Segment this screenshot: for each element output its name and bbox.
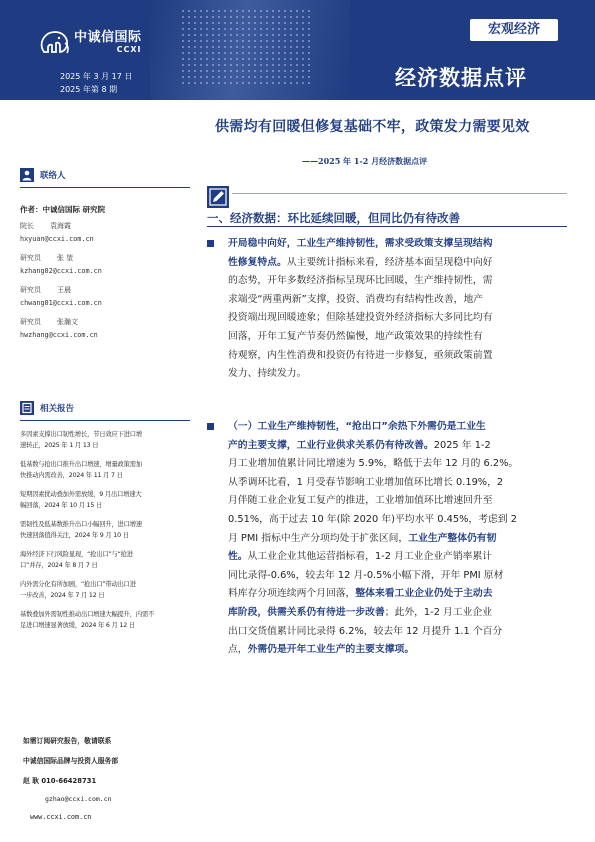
body-text: 待观察，内生性消费和投资仍有待进一步修复，亟须政策前置	[228, 349, 493, 361]
elephant-logo-icon	[38, 28, 70, 56]
paragraph-line	[207, 548, 569, 567]
paragraph-line	[207, 641, 569, 660]
body-text: 投资端出现回暖迹象；但除基建投资外经济指标大多同比均有	[228, 312, 493, 324]
section-title: 一、经济数据：环比延续回暖，但同比仍有待改善	[207, 211, 460, 225]
report-main-title: 供需均有回暖但修复基础不牢，政策发力需要见效	[215, 119, 530, 135]
report-date-block	[60, 70, 132, 96]
logo-chinese-name: 中诚信国际	[74, 29, 142, 45]
related-report-link[interactable]	[20, 489, 190, 511]
person-icon	[20, 168, 34, 182]
author-org: 作者：中诚信国际 研究院	[20, 205, 106, 214]
logo-english-name: CCXI	[116, 44, 142, 54]
contact-entry	[20, 285, 190, 295]
paragraph-lines	[207, 418, 569, 660]
body-text: 求端受“两重两新”支撑，投资、消费均有结构性改善，地产	[228, 293, 484, 305]
emphasis-text: 性修复特点。	[228, 256, 287, 268]
header-dot-pattern	[180, 8, 310, 88]
paragraph-line	[207, 365, 569, 384]
contact-role: 研究员	[20, 254, 41, 262]
contact-name: 张 堃	[57, 254, 74, 262]
related-report-link[interactable]	[20, 459, 190, 481]
related-report-line: 多因素支撑出口韧性增长，节日效应下进口增	[20, 431, 142, 438]
body-text: 点，	[228, 644, 248, 656]
paragraph-line	[207, 272, 569, 291]
paragraph-line	[207, 511, 569, 530]
body-text: 从工业企业其他运营指标看，1-2 月工业企业产销率累计	[247, 551, 493, 563]
contacts-heading-label: 联络人	[40, 171, 66, 181]
body-text: 月工业增加值累计同比增速为 5.9%，略低于去年 12 月的 6.2%。	[228, 458, 519, 470]
body-text: 回落，开年工复产节奏仍然偏慢，地产政策效果的持续性有	[228, 330, 483, 342]
emphasis-text: 库阶段，供需关系仍有待进一步改善	[228, 606, 385, 618]
section-underline	[207, 226, 567, 227]
contact-email[interactable]: hwzhang@ccxi.com.cn	[20, 331, 98, 339]
paragraph-line	[207, 235, 569, 254]
paragraph-line	[207, 437, 569, 456]
ccxi-logo	[38, 28, 142, 56]
related-report-line: 口”并存，2024 年 8 月 7 日	[20, 562, 98, 569]
paragraph-line	[207, 623, 569, 642]
related-report-line: 快速回落值得关注，2024 年 9 月 10 日	[20, 532, 129, 539]
contact-name: 袁海霞	[50, 222, 71, 230]
contact-email[interactable]: hxyuan@ccxi.com.cn	[20, 235, 94, 243]
body-text: 月伴随工业企业复工复产的推进，工业增加值环比增速回升至	[228, 495, 493, 507]
body-text: 月 PMI 指标中生产分项均处于扩张区间，	[228, 532, 409, 544]
related-report-line: 海外经济下行风险显现，“抢出口”与“抢进	[20, 551, 133, 558]
contact-name: 张瀚文	[57, 318, 78, 326]
contacts-divider	[20, 187, 190, 188]
contact-name: 王晨	[57, 286, 71, 294]
emphasis-text: 外需仍是开年工业生产的主要支撑项。	[247, 644, 415, 656]
report-icon	[20, 401, 34, 415]
body-text: 2025 年 1-2	[433, 439, 491, 451]
paragraph-line	[207, 418, 569, 437]
contact-email[interactable]: chwang01@ccxi.com.cn	[20, 299, 102, 307]
paragraph-line	[207, 567, 569, 586]
related-reports-panel	[20, 398, 190, 631]
contacts-heading	[20, 165, 190, 185]
emphasis-text: 产的主要支撑，工业行业供求关系仍有待改善。	[228, 439, 434, 451]
report-issue: 2025 年第 8 期	[60, 85, 118, 94]
contact-role: 研究员	[20, 318, 41, 326]
paragraph-lines	[207, 235, 569, 384]
paragraph-line	[207, 455, 569, 474]
paragraph-line	[207, 474, 569, 493]
bullet-square-icon	[207, 240, 214, 247]
related-report-line: 需韧性及低基数推升出口小幅回升，进口增速	[20, 521, 142, 528]
paragraph-overview	[207, 235, 569, 384]
body-text: 从主要统计指标来看，经济基本面呈现稳中向好	[286, 256, 493, 268]
paragraph-line	[207, 254, 569, 273]
section-pen-icon	[207, 186, 229, 208]
related-report-line: 低基数与抢出口推升出口增速，增量政策需加	[20, 461, 142, 468]
category-badge: 宏观经济	[470, 19, 558, 41]
related-report-link[interactable]	[20, 519, 190, 541]
body-text: 的态势，开年多数经济指标呈现环比回暖，生产维持韧性，需	[228, 275, 493, 287]
related-report-line: 快推动内需改善，2024 年 11 月 7 日	[20, 472, 123, 479]
related-report-link[interactable]	[20, 429, 190, 451]
related-report-line: 内外需分化有所加剧，“抢出口”带动出口进	[20, 581, 136, 588]
report-subtitle: ——2025 年 1-2 月经济数据点评	[302, 156, 428, 166]
related-heading-label: 相关报告	[40, 404, 75, 414]
report-type-title: 经济数据点评	[395, 66, 527, 90]
related-report-link[interactable]	[20, 609, 190, 631]
related-report-link[interactable]	[20, 549, 190, 571]
related-heading	[20, 398, 190, 418]
paragraph-line	[207, 347, 569, 366]
related-report-line: 足进口增速显著放缓，2024 年 6 月 12 日	[20, 622, 135, 629]
contacts-panel	[20, 165, 190, 339]
body-text: 从季调环比看，1 月受春节影响工业增加值环比增长 0.19%，2	[228, 476, 504, 488]
bullet-square-icon	[207, 423, 214, 430]
section-top-rule	[232, 193, 567, 194]
subscription-footer	[23, 725, 193, 803]
related-report-link[interactable]	[20, 579, 190, 601]
contact-email[interactable]: kzhang02@ccxi.com.cn	[20, 267, 102, 275]
contact-entry	[20, 253, 190, 263]
paragraph-line	[207, 604, 569, 623]
emphasis-text: 整体来看工业企业仍处于主动去	[355, 588, 493, 600]
service-contact-email[interactable]: gzhao@ccxi.com.cn	[45, 795, 112, 803]
body-text: 出口交货值累计同比录得 6.2%，较去年 12 月提升 1.1 个百分	[228, 625, 503, 637]
paragraph-industrial	[207, 418, 569, 660]
body-text: 同比录得-0.6%，较去年 12 月-0.5%小幅下滑，开年 PMI 原材	[228, 569, 504, 581]
contact-role: 研究员	[20, 286, 41, 294]
contact-role: 院长	[20, 222, 34, 230]
related-report-line: 幅回落，2024 年 10 月 15 日	[20, 502, 103, 509]
emphasis-text: 开局稳中向好，工业生产维持韧性，需求受政策支撑呈现结构	[228, 238, 493, 249]
body-text: 0.51%，高于过去 10 年(除 2020 年)平均水平 0.45%，考虑到 2	[228, 513, 517, 525]
related-report-line: 短期因素扰动叠加外需放缓，9 月出口增速大	[20, 491, 142, 498]
emphasis-text: （一）工业生产维持韧性，“抢出口”余热下外需仍是工业生	[228, 421, 486, 432]
emphasis-text: 工业生产整体仍有韧	[408, 532, 497, 544]
paragraph-line	[207, 530, 569, 549]
website-link[interactable]: www.ccxi.com.cn	[30, 813, 92, 821]
subscribe-note: 如需订阅研究报告，敬请联系	[23, 737, 112, 745]
paragraph-line	[207, 328, 569, 347]
service-contact-phone: 赵 耿 010-66428731	[23, 777, 97, 785]
contact-entry	[20, 221, 190, 231]
paragraph-line	[207, 309, 569, 328]
body-text: 发力、持续发力。	[228, 368, 307, 380]
related-report-line: 速转正，2025 年 1 月 13 日	[20, 442, 99, 449]
body-text: ；此外，1-2 月工业企业	[384, 606, 493, 618]
paragraph-line	[207, 291, 569, 310]
related-divider	[20, 420, 190, 421]
contact-entry	[20, 317, 190, 327]
paragraph-line	[207, 585, 569, 604]
report-header	[0, 0, 595, 100]
service-department: 中诚信国际品牌与投资人服务部	[23, 757, 119, 765]
paragraph-line	[207, 492, 569, 511]
related-report-line: 基数叠加外需韧性推动出口增速大幅提升，内需不	[20, 611, 155, 618]
related-report-line: 一步改善，2024 年 7 月 12 日	[20, 592, 105, 599]
report-date: 2025 年 3 月 17 日	[60, 72, 133, 81]
body-text: 料库存分项连续两个月回落，	[228, 588, 356, 600]
emphasis-text: 性。	[228, 551, 248, 563]
